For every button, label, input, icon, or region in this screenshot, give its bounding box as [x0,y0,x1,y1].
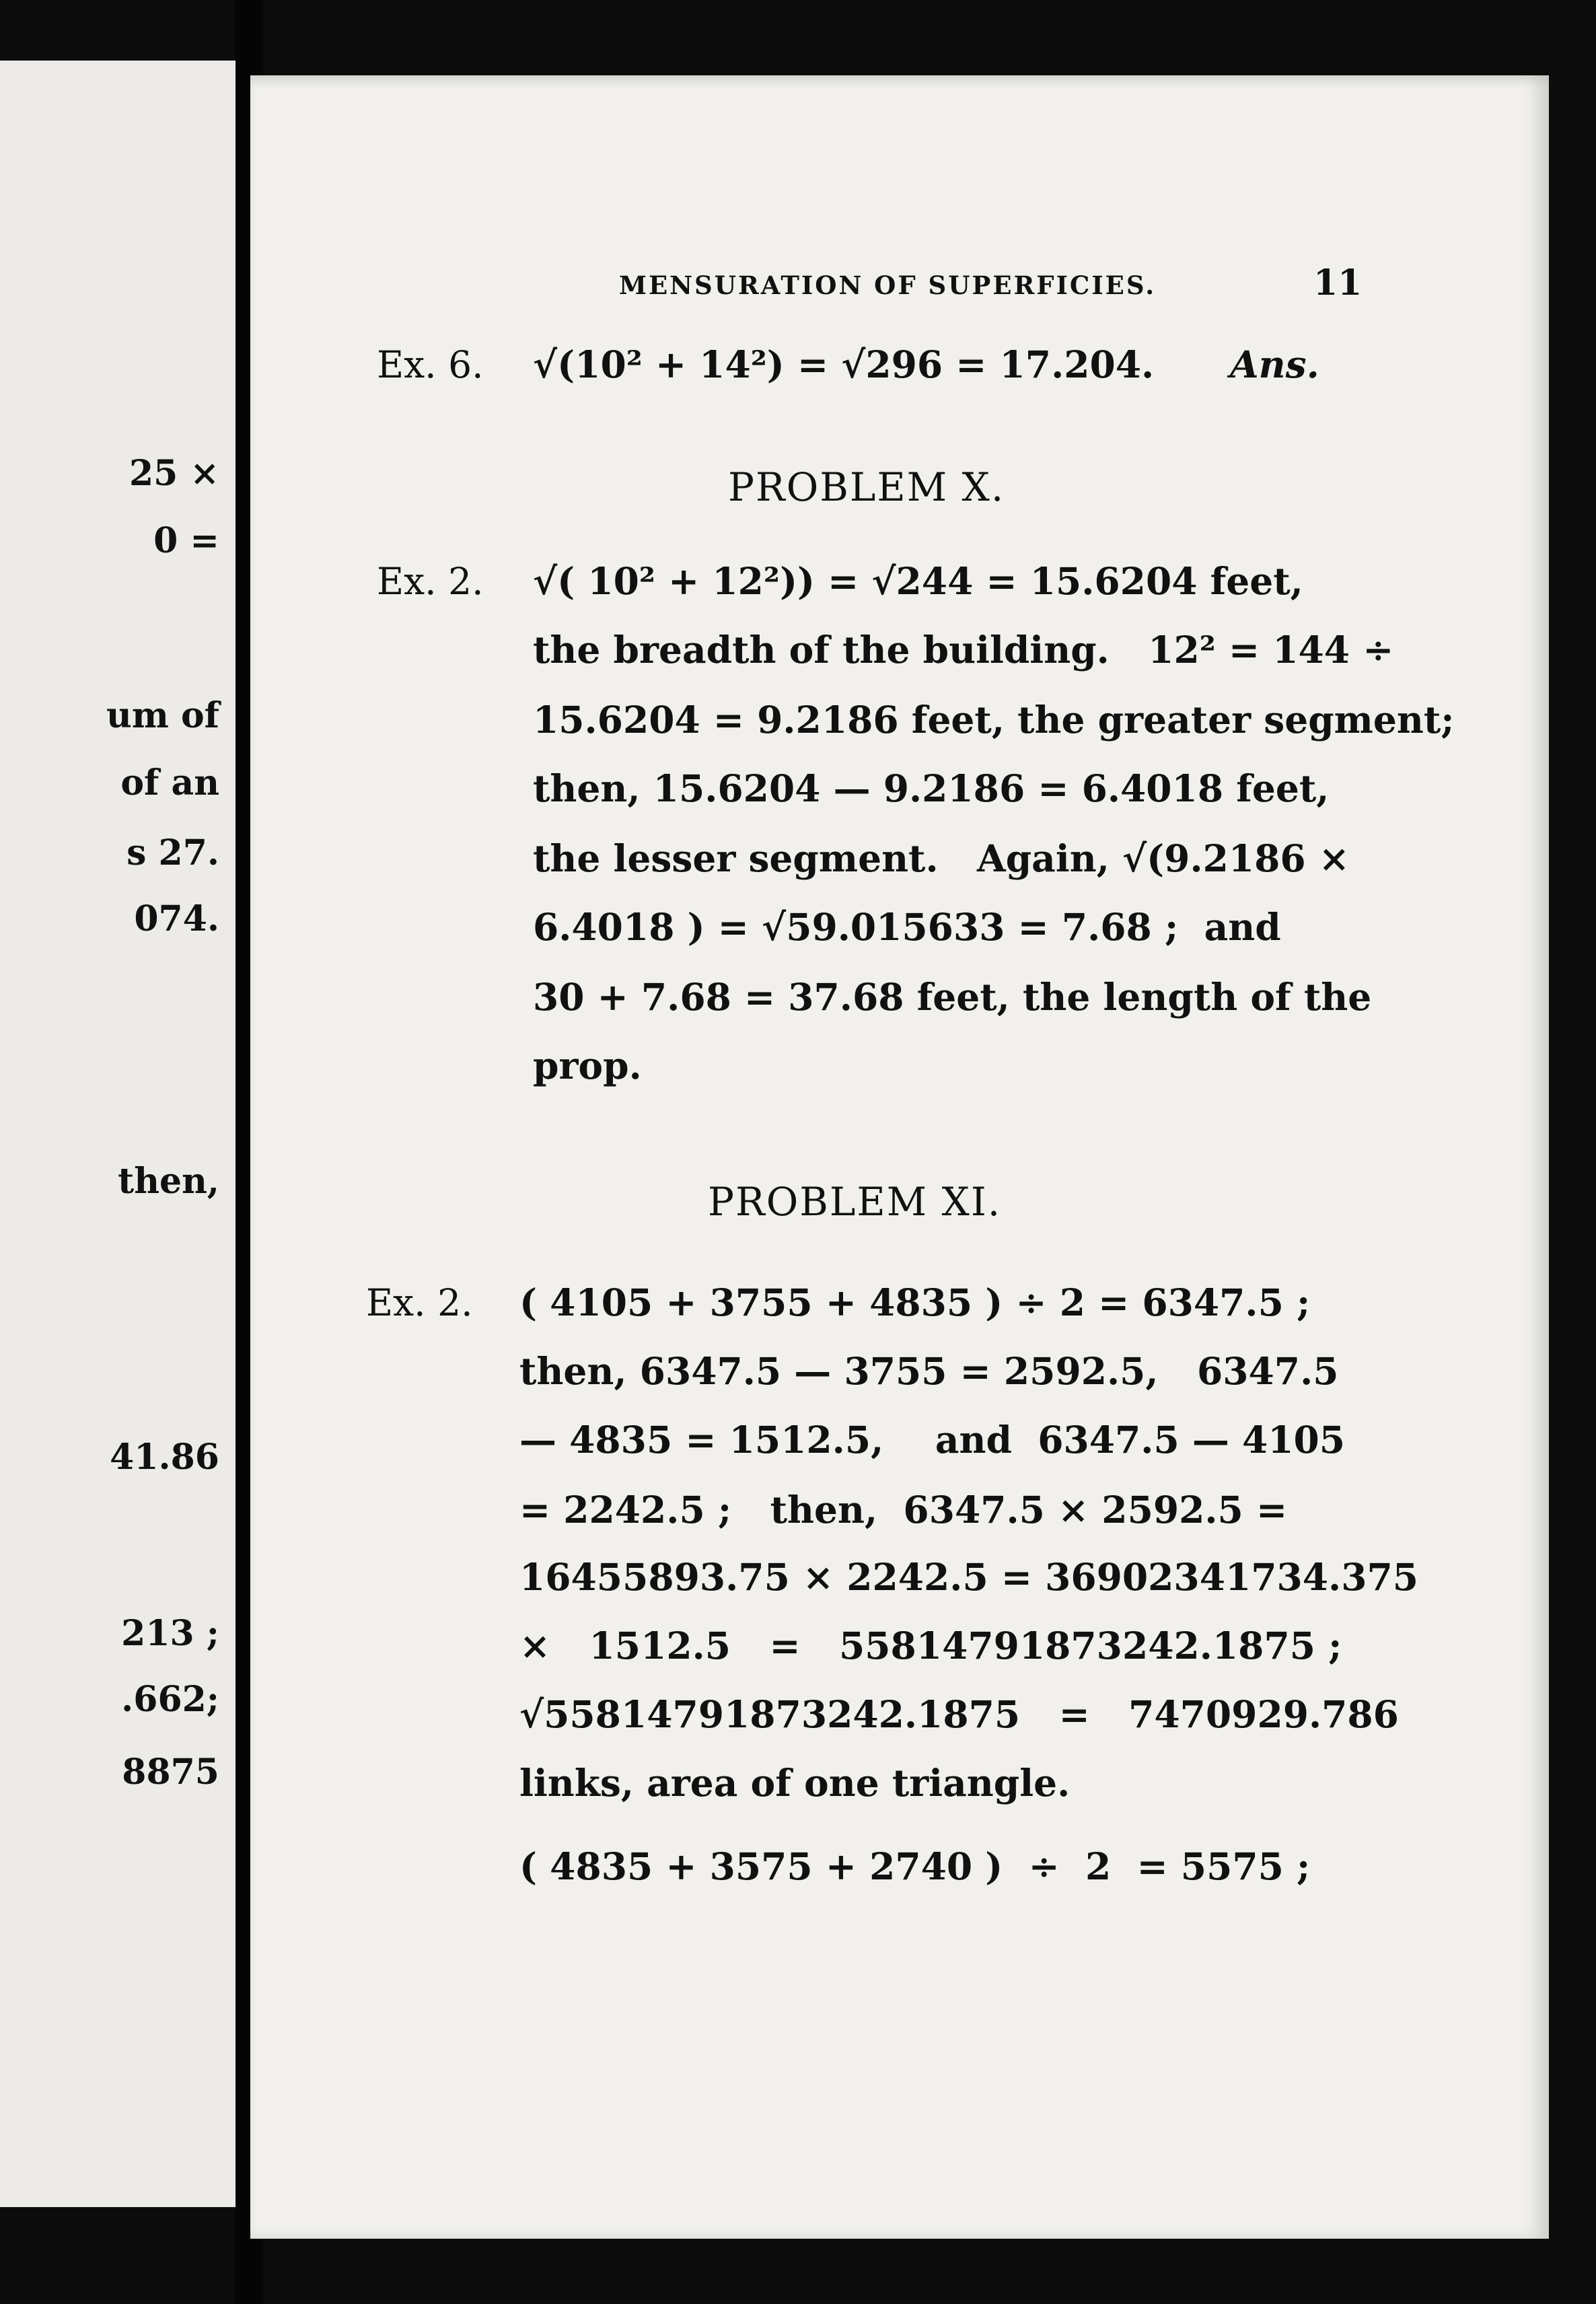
text-line: 15.6204 = 9.2186 feet, the greater segment; [533,698,1455,742]
facing-page-text: of an [120,762,219,803]
book-page [250,75,1549,2239]
text-line: 30 + 7.68 = 37.68 feet, the length of the [533,975,1372,1019]
facing-page-text: 213 ; [121,1613,219,1654]
problem-heading: PROBLEM XI. [708,1179,1002,1225]
text-line: √( 10² + 12²)) = √244 = 15.6204 feet, [533,559,1303,603]
text-line: √55814791873242.1875 = 7470929.786 [519,1692,1399,1736]
facing-page-text: 074. [134,898,219,939]
text-line: × 1512.5 = 55814791873242.1875 ; [519,1624,1342,1667]
page-number: 11 [1313,262,1363,303]
answer-label: Ans. [1230,343,1319,386]
text-line: the breadth of the building. 12² = 144 ÷ [533,628,1394,672]
problem-heading: PROBLEM X. [728,464,1005,510]
text-line: then, 15.6204 — 9.2186 = 6.4018 feet, [533,766,1330,810]
text-line: ( 4105 + 3755 + 4835 ) ÷ 2 = 6347.5 ; [519,1281,1311,1324]
facing-page-text: 0 = [153,520,219,561]
facing-page-text: 25 × [129,453,219,494]
text-line: prop. [533,1044,642,1087]
text-line: 16455893.75 × 2242.5 = 36902341734.375 [519,1555,1419,1599]
text-line: the lesser segment. Again, √(9.2186 × [533,836,1350,880]
text-line: then, 6347.5 — 3755 = 2592.5, 6347.5 [519,1349,1339,1393]
text-line: = 2242.5 ; then, 6347.5 × 2592.5 = [519,1488,1288,1532]
text-line: ( 4835 + 3575 + 2740 ) ÷ 2 = 5575 ; [519,1844,1311,1888]
facing-page-text: .662; [121,1679,219,1720]
example-label: Ex. 6. [377,343,484,386]
facing-page-text: 41.86 [110,1437,219,1478]
text-line: 6.4018 ) = √59.015633 = 7.68 ; and [533,905,1281,949]
facing-page-text: s 27. [126,832,219,873]
facing-page-text: um of [106,695,219,736]
text-line: links, area of one triangle. [519,1761,1071,1805]
example-label: Ex. 2. [377,560,484,603]
facing-page-text: then, [118,1161,219,1202]
example-label: Ex. 2. [366,1281,473,1324]
text-line: — 4835 = 1512.5, and 6347.5 — 4105 [519,1418,1346,1462]
facing-page [0,61,242,2207]
equation-line: √(10² + 14²) = √296 = 17.204. [533,343,1155,386]
facing-page-text: 8875 [122,1752,219,1793]
running-head: MENSURATION OF SUPERFICIES. [619,271,1157,300]
